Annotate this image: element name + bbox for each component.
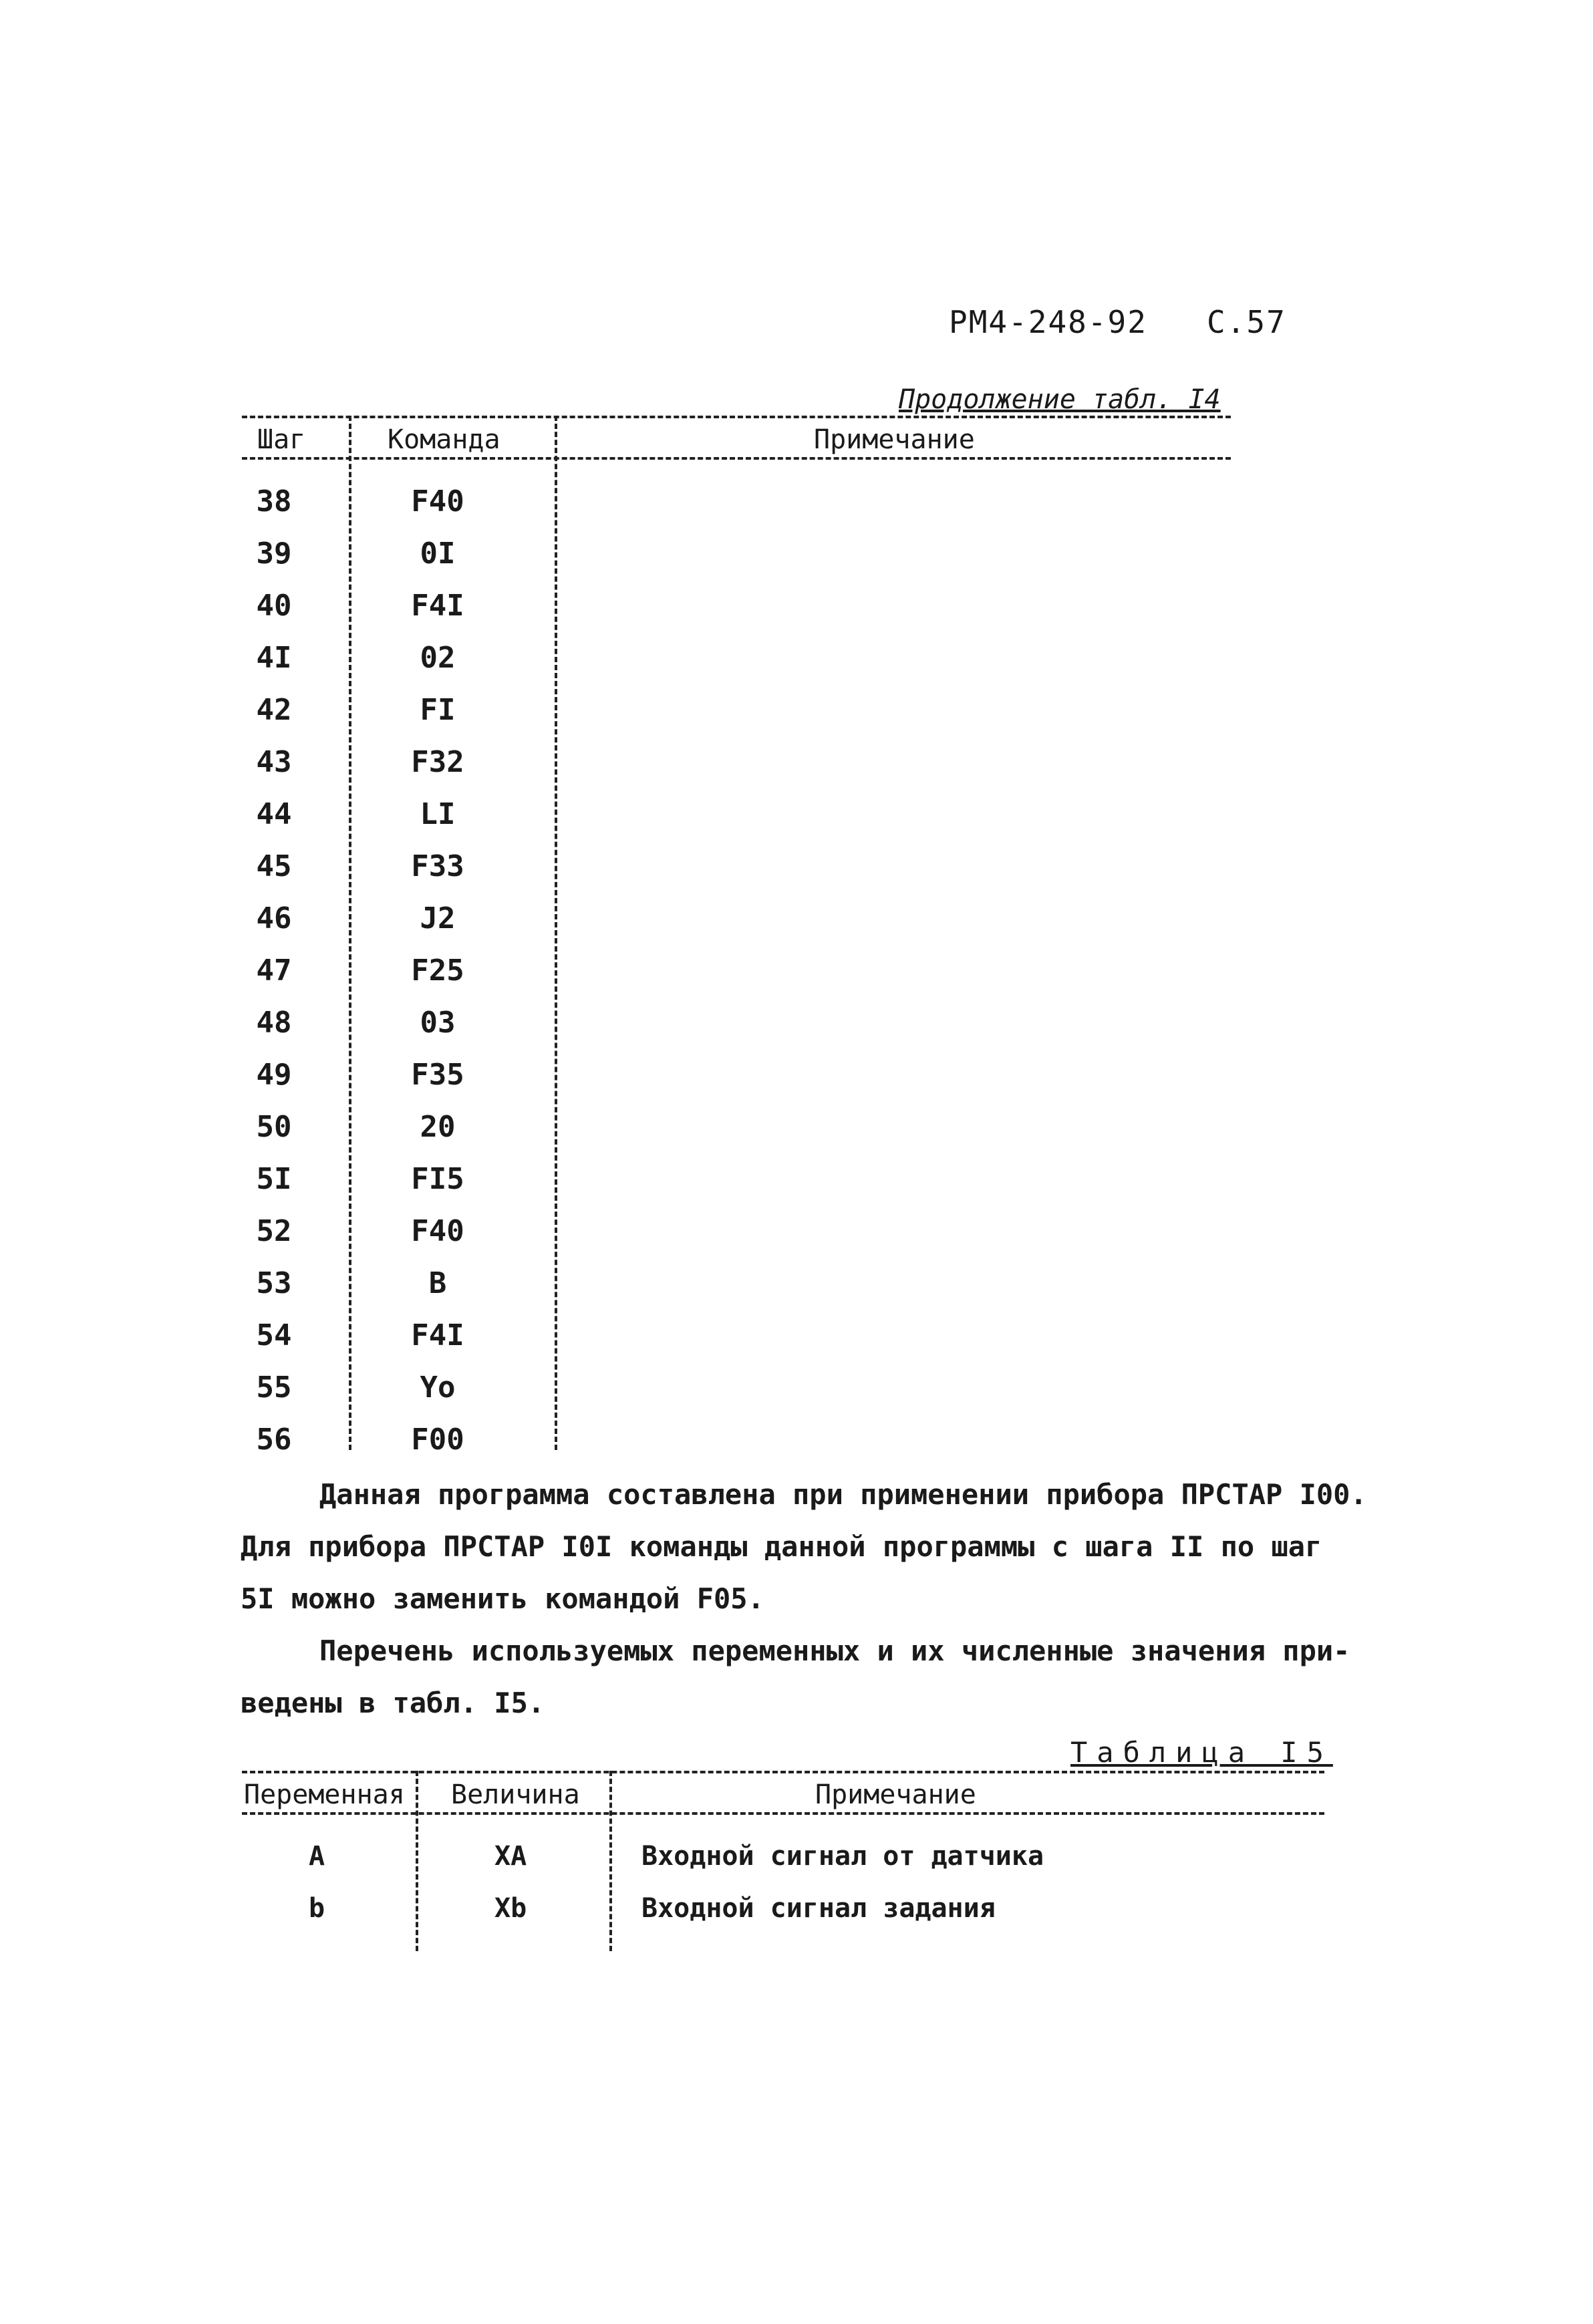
- table14-step-cell: 48: [256, 1006, 292, 1040]
- table14-command-cell: F32: [411, 745, 464, 779]
- table14-command-cell: F40: [411, 1214, 464, 1248]
- doc-code: РМ4-248-92: [949, 304, 1147, 340]
- table14-top-rule: [242, 416, 1231, 418]
- table14-step-cell: 38: [256, 484, 292, 519]
- table14-step-cell: 54: [256, 1318, 292, 1352]
- table14-step-cell: 39: [256, 537, 292, 571]
- table14-command-cell: F40: [411, 484, 464, 519]
- table14-command-cell: F35: [411, 1058, 464, 1092]
- table15-note-2: Входной сигнал задания: [641, 1893, 996, 1924]
- table14-command-cell: Yo: [420, 1370, 456, 1405]
- page-number: С.57: [1207, 304, 1286, 340]
- paragraph-1-line-2: Для прибора ПРСТАР I0I команды данной программы с шага II по шаг: [241, 1530, 1322, 1563]
- table14-step-cell: 56: [256, 1423, 292, 1457]
- table15-header-value: Величина: [451, 1779, 580, 1810]
- table14-command-cell: FI: [420, 693, 456, 727]
- table15-col-divider-1: [416, 1771, 418, 1951]
- table14-step-cell: 42: [256, 693, 292, 727]
- table14-step-cell: 53: [256, 1266, 292, 1300]
- table14-command-cell: J2: [420, 901, 456, 935]
- table14-step-cell: 47: [256, 954, 292, 988]
- table14-command-cell: F4I: [411, 1318, 464, 1352]
- table14-command-cell: F00: [411, 1423, 464, 1457]
- table15-top-rule: [242, 1771, 1324, 1773]
- table15-var-2: b: [309, 1893, 325, 1924]
- table14-command-cell: 20: [420, 1110, 456, 1144]
- table14-command-cell: 03: [420, 1006, 456, 1040]
- table15-col-divider-2: [609, 1771, 612, 1951]
- paragraph-1-line-1: Данная программа составлена при применении прибора ПРСТАР I00.: [319, 1478, 1367, 1511]
- table14-command-cell: F25: [411, 954, 464, 988]
- paragraph-2-line-2: ведены в табл. I5.: [241, 1687, 545, 1719]
- table14-step-cell: 44: [256, 797, 292, 831]
- page-header: [949, 304, 1286, 340]
- table14-col-divider-1: [349, 416, 351, 1450]
- table14-step-cell: 43: [256, 745, 292, 779]
- table14-step-cell: 40: [256, 589, 292, 623]
- table15-note-1: Входной сигнал от датчика: [641, 1841, 1044, 1872]
- table14-header-step: Шаг: [257, 424, 306, 455]
- table14-header-note: Примечание: [814, 424, 975, 455]
- table14-step-cell: 50: [256, 1110, 292, 1144]
- table14-command-cell: F4I: [411, 589, 464, 623]
- table14-command-cell: F33: [411, 849, 464, 883]
- table14-step-cell: 49: [256, 1058, 292, 1092]
- table14-step-cell: 55: [256, 1370, 292, 1405]
- table14-step-cell: 4I: [256, 641, 292, 675]
- table14-command-cell: B: [428, 1266, 447, 1300]
- table15-header-rule: [242, 1812, 1324, 1815]
- table14-command-cell: 0I: [420, 537, 456, 571]
- table14-step-cell: 46: [256, 901, 292, 935]
- paragraph-1-line-3: 5I можно заменить командой F05.: [241, 1582, 764, 1615]
- table15-title: Таблица I5: [1070, 1736, 1333, 1769]
- table15-var-1: A: [309, 1841, 325, 1872]
- paragraph-2-line-1: Перечень используемых переменных и их численные значения при-: [319, 1634, 1350, 1667]
- table14-command-cell: FI5: [411, 1162, 464, 1196]
- table14-step-cell: 52: [256, 1214, 292, 1248]
- table14-step-cell: 45: [256, 849, 292, 883]
- table15-header-variable: Переменная: [244, 1779, 405, 1810]
- table14-command-cell: 02: [420, 641, 456, 675]
- table14-col-divider-2: [555, 416, 557, 1450]
- table14-header-command: Команда: [388, 424, 500, 455]
- table15-header-note: Примечание: [815, 1779, 976, 1810]
- table14-header-rule: [242, 457, 1231, 460]
- table14-step-cell: 5I: [256, 1162, 292, 1196]
- table14-continuation-label: Продолжение табл. I4: [899, 384, 1221, 415]
- table14-command-cell: LI: [420, 797, 456, 831]
- table15-value-2: Xb: [494, 1893, 527, 1924]
- table15-value-1: XA: [494, 1841, 527, 1872]
